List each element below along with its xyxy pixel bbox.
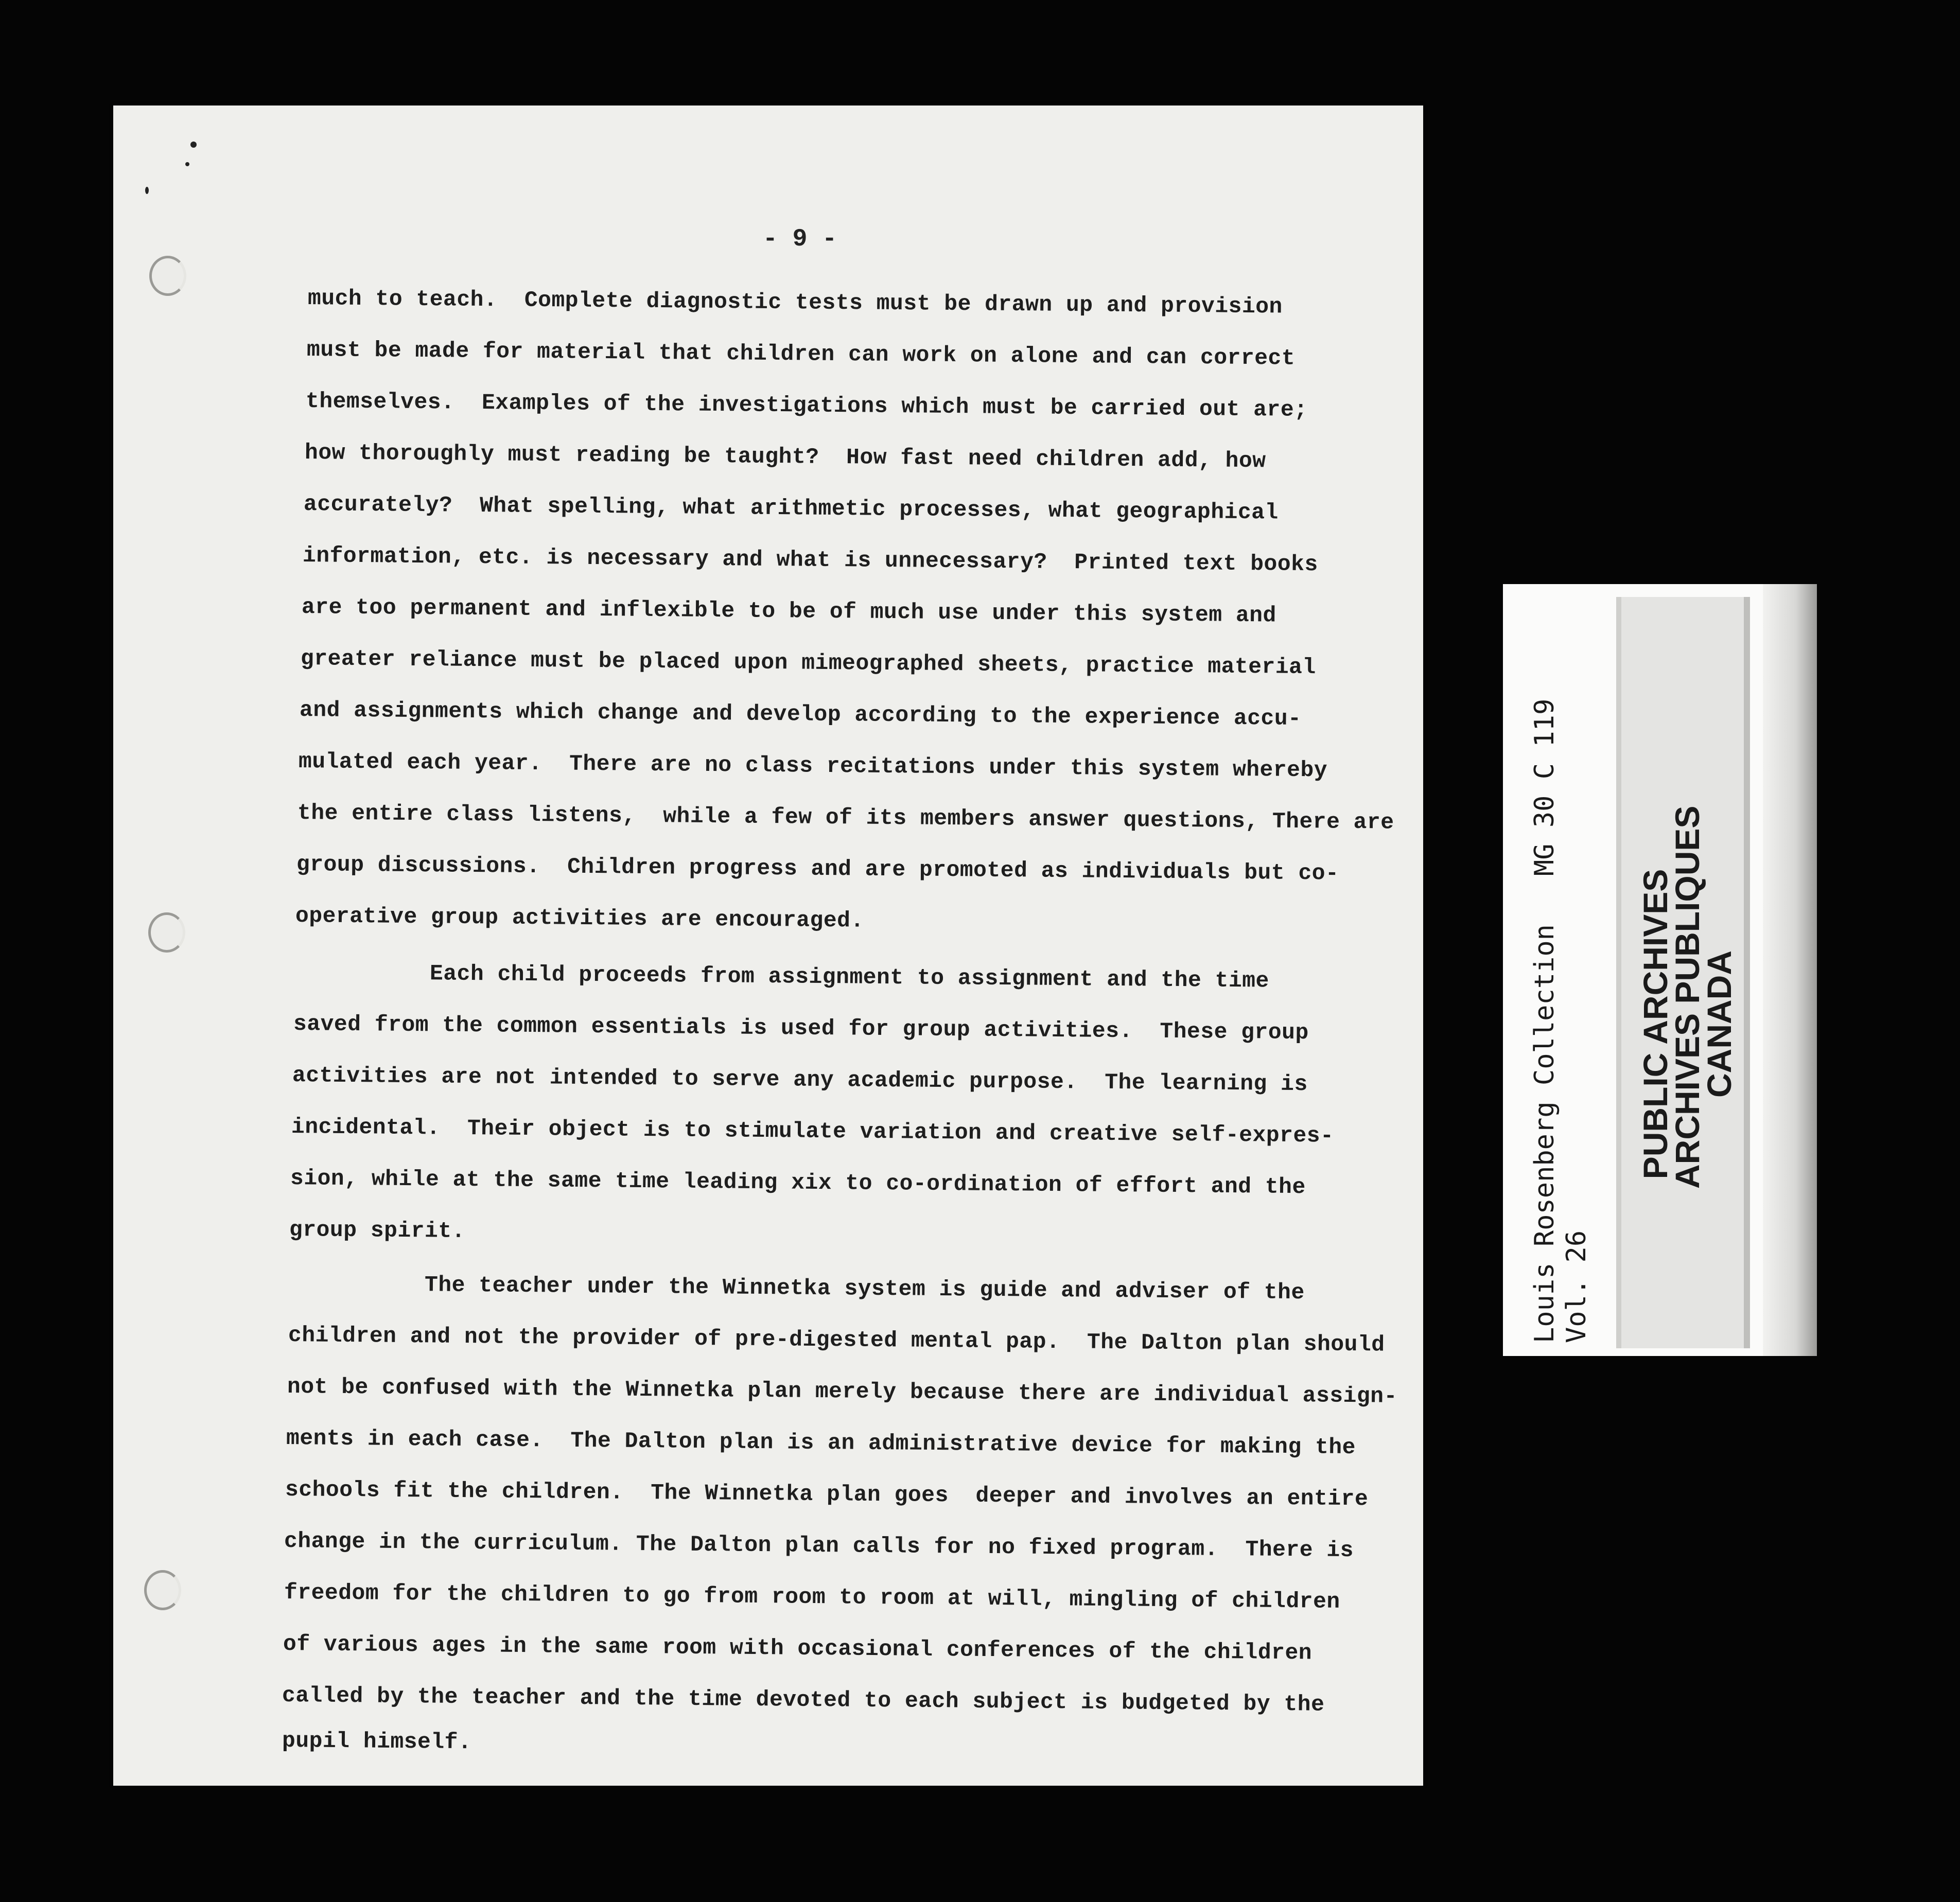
- punch-hole-top: [149, 256, 186, 296]
- text-line: saved from the common essentials is used for group activities. These group: [293, 1011, 1309, 1046]
- text-line: Each child proceeds from assignment to assignment and the time: [294, 960, 1270, 994]
- text-line: activities are not intended to serve any academic purpose. The learning is: [292, 1063, 1308, 1097]
- text-line: themselves. Examples of the investigations which must be carried out are;: [305, 389, 1308, 422]
- text-line: operative group activities are encouraged.: [295, 903, 864, 934]
- archive-label: [1503, 584, 1817, 1356]
- text-line: pupil himself.: [282, 1728, 472, 1755]
- text-line: information, etc. is necessary and what is unnecessary? Printed text books: [302, 543, 1318, 577]
- punch-hole-middle: [148, 912, 185, 953]
- collection-ref: MG 30 C 119: [1529, 698, 1560, 876]
- text-line: incidental. Their object is to stimulate variation and creative self-expres-: [291, 1114, 1334, 1149]
- archives-stamp: [1636, 805, 1738, 1189]
- collection-caption: [1529, 699, 1592, 1343]
- text-line: called by the teacher and the time devoted to each subject is budgeted by the: [282, 1683, 1325, 1717]
- label-edge: [1763, 584, 1817, 1356]
- text-line: much to teach. Complete diagnostic tests must be drawn up and provision: [307, 286, 1283, 320]
- text-line: ments in each case. The Dalton plan is an administrative device for making the: [286, 1425, 1356, 1460]
- text-line: the entire class listens, while a few of its members answer questions, There are: [297, 800, 1394, 835]
- text-line: must be made for material that children can work on alone and can correct: [306, 337, 1296, 371]
- archives-line-1: PUBLIC ARCHIVES: [1636, 869, 1674, 1179]
- text-line: greater reliance must be placed upon mimeographed sheets, practice material: [300, 646, 1316, 680]
- text-line: mulated each year. There are no class recitations under this system whereby: [298, 749, 1328, 783]
- collection-volume: Vol. 26: [1561, 1230, 1592, 1343]
- text-line: not be confused with the Winnetka plan merely because there are individual assign-: [287, 1374, 1398, 1409]
- text-line: The teacher under the Winnetka system is guide and adviser of the: [289, 1271, 1305, 1306]
- archives-line-3: CANADA: [1700, 950, 1738, 1098]
- text-line: sion, while at the same time leading xix to co-ordination of effort and the: [290, 1166, 1306, 1200]
- text-line: schools fit the children. The Winnetka plan goes deeper and involves an entire: [285, 1477, 1369, 1512]
- punch-hole-bottom: [144, 1570, 181, 1610]
- text-line: of various ages in the same room with occasional conferences of the children: [283, 1631, 1312, 1666]
- page-number: - 9 -: [763, 225, 837, 253]
- text-line: change in the curriculum. The Dalton plan calls for no fixed program. There is: [284, 1528, 1354, 1563]
- text-line: freedom for the children to go from room to room at will, mingling of children: [284, 1580, 1340, 1614]
- text-line: accurately? What spelling, what arithmetic processes, what geographical: [303, 491, 1279, 525]
- ink-speck: [145, 187, 149, 194]
- text-line: group discussions. Children progress and are promoted as individuals but co-: [296, 852, 1339, 886]
- text-line: group spirit.: [289, 1217, 466, 1244]
- text-line: are too permanent and inflexible to be of much use under this system and: [301, 594, 1277, 628]
- archives-line-2: ARCHIVES PUBLIQUES: [1668, 805, 1706, 1189]
- collection-line-1: [1529, 699, 1561, 1343]
- ink-speck: [185, 162, 189, 166]
- text-line: how thoroughly must reading be taught? How fast need children add, how: [304, 440, 1266, 474]
- text-line: children and not the provider of pre-digested mental pap. The Dalton plan should: [288, 1323, 1385, 1358]
- text-line: and assignments which change and develop according to the experience accu-: [299, 697, 1302, 731]
- collection-name: Louis Rosenberg Collection: [1529, 924, 1560, 1343]
- ink-speck: [190, 142, 197, 148]
